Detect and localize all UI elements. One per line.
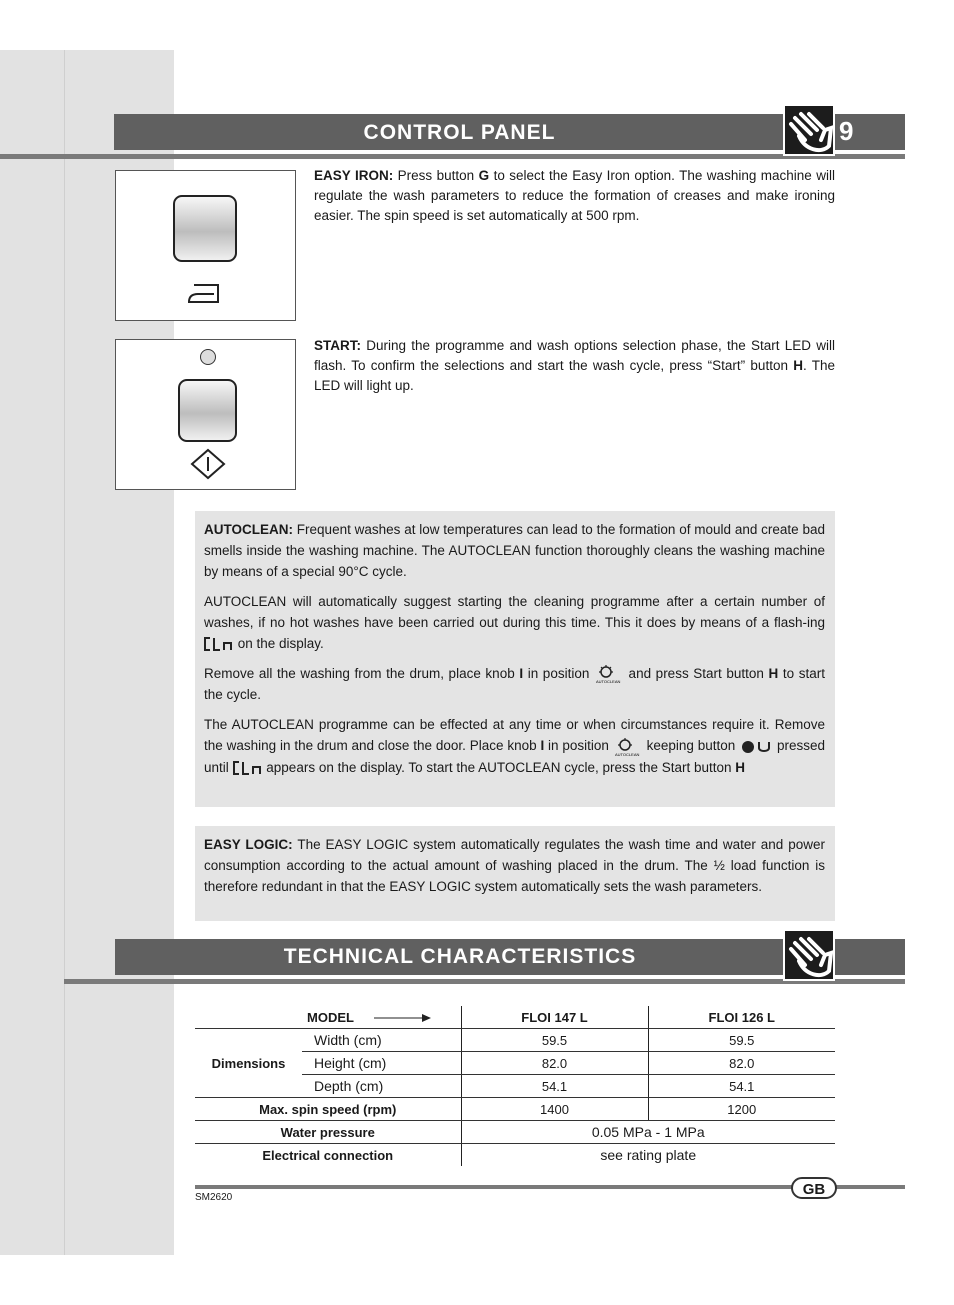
easy-iron-text: EASY IRON: Press button G to select the Easy Iron option. The washing machine will regulate the wash parameters to reduce the formation of creases and make ironing easier. The spin speed is set automatically at 500 rpm. [314, 168, 836, 223]
stain-button-icon [739, 738, 773, 756]
electrical-connection-label: Electrical connection [262, 1147, 394, 1163]
iron-icon [186, 281, 224, 305]
svg-text:AUTOCLEAN: AUTOCLEAN [595, 679, 621, 685]
table-row [195, 1144, 835, 1167]
table-cell: 82.0 [461, 1052, 648, 1075]
language-badge: GB [791, 1177, 837, 1199]
cln-display-icon [233, 760, 263, 776]
dimensions-label: Dimensions [195, 1029, 302, 1098]
technical-specs-table [195, 1006, 835, 1166]
hand-icon [783, 104, 835, 156]
start-illustration [115, 339, 296, 490]
autoclean-position-icon [594, 664, 624, 684]
height-label: Height (cm) [302, 1052, 461, 1075]
table-row [195, 1098, 835, 1121]
autoclean-para-1: AUTOCLEAN: Frequent washes at low temperatures can lead to the formation of mould and create bad smells inside the washing machine. The AUTOCLEAN function thoroughly cleans the washing machine by means of a special 90°C cycle. [204, 522, 825, 579]
start-button[interactable] [178, 379, 237, 442]
water-pressure-label: Water pressure [195, 1121, 461, 1144]
easy-logic-text: EASY LOGIC: The EASY LOGIC system automatically regulates the wash time and water and power consumption according to the actual amount of washing placed in the drum. The ½ load function is therefore redundant in that the EASY LOGIC system automatically sets the wash parameters. [204, 837, 825, 894]
model-1: FLOI 147 L [461, 1006, 648, 1029]
table-cell: 54.1 [461, 1075, 648, 1098]
depth-label: Depth (cm) [302, 1075, 461, 1098]
model-label: MODEL [307, 1009, 354, 1025]
cln-display-icon [204, 636, 234, 652]
model-2: FLOI 126 L [648, 1006, 835, 1029]
margin-line [64, 50, 65, 1255]
easy-iron-illustration [115, 170, 296, 321]
autoclean-para-2: AUTOCLEAN will automatically suggest starting the cleaning programme after a certain number of washes, if no hot washes have been carried out during this time. This it does by means of a flash-ing on the display. [204, 594, 825, 651]
svg-text:AUTOCLEAN: AUTOCLEAN [614, 751, 640, 757]
arrow-right-icon [374, 1013, 432, 1023]
start-icon [190, 448, 226, 480]
table-cell: 54.1 [648, 1075, 835, 1098]
autoclean-position-icon [613, 737, 643, 757]
page-number: 9 [839, 116, 854, 146]
start-led [200, 349, 216, 365]
header-rule [0, 154, 905, 159]
spin-label: Max. spin speed (rpm) [195, 1098, 461, 1121]
start-text: START: During the programme and wash options selection phase, the Start LED will flash. To confirm the selections and start the wash cycle, press “Start” button H. The LED will light up. [314, 338, 835, 393]
table-header-row [195, 1006, 835, 1029]
autoclean-para-4: The AUTOCLEAN programme can be effected at any time or when circumstances require it. Remove the washing in the drum and close the door. Place knob I in position AUTOCLEAN keeping button pressed until appears on the display. To start the AUTOCLEAN cycle, press the Start button H [204, 717, 825, 775]
water-pressure-value: 0.05 MPa - 1 MPa [461, 1121, 835, 1144]
tech-header-rule [64, 979, 905, 984]
table-row [195, 1121, 835, 1144]
table-cell: 59.5 [648, 1029, 835, 1052]
easy-logic-box [195, 826, 835, 921]
table-cell: 1200 [648, 1098, 835, 1121]
section-title: CONTROL PANEL [363, 121, 556, 144]
section-title: TECHNICAL CHARACTERISTICS [283, 945, 637, 968]
table-cell: 82.0 [648, 1052, 835, 1075]
document-code: SM2620 [195, 1192, 233, 1203]
table-row [195, 1029, 835, 1052]
hand-icon [783, 929, 835, 981]
autoclean-para-3: Remove all the washing from the drum, place knob I in position AUTOCLEAN and press Start button H to start the cycle. [204, 666, 826, 703]
width-label: Width (cm) [302, 1029, 461, 1052]
easy-iron-button[interactable] [173, 195, 237, 262]
table-cell: 1400 [461, 1098, 648, 1121]
table-cell: 59.5 [461, 1029, 648, 1052]
autoclean-box [195, 511, 835, 807]
electrical-connection-value: see rating plate [461, 1144, 835, 1167]
